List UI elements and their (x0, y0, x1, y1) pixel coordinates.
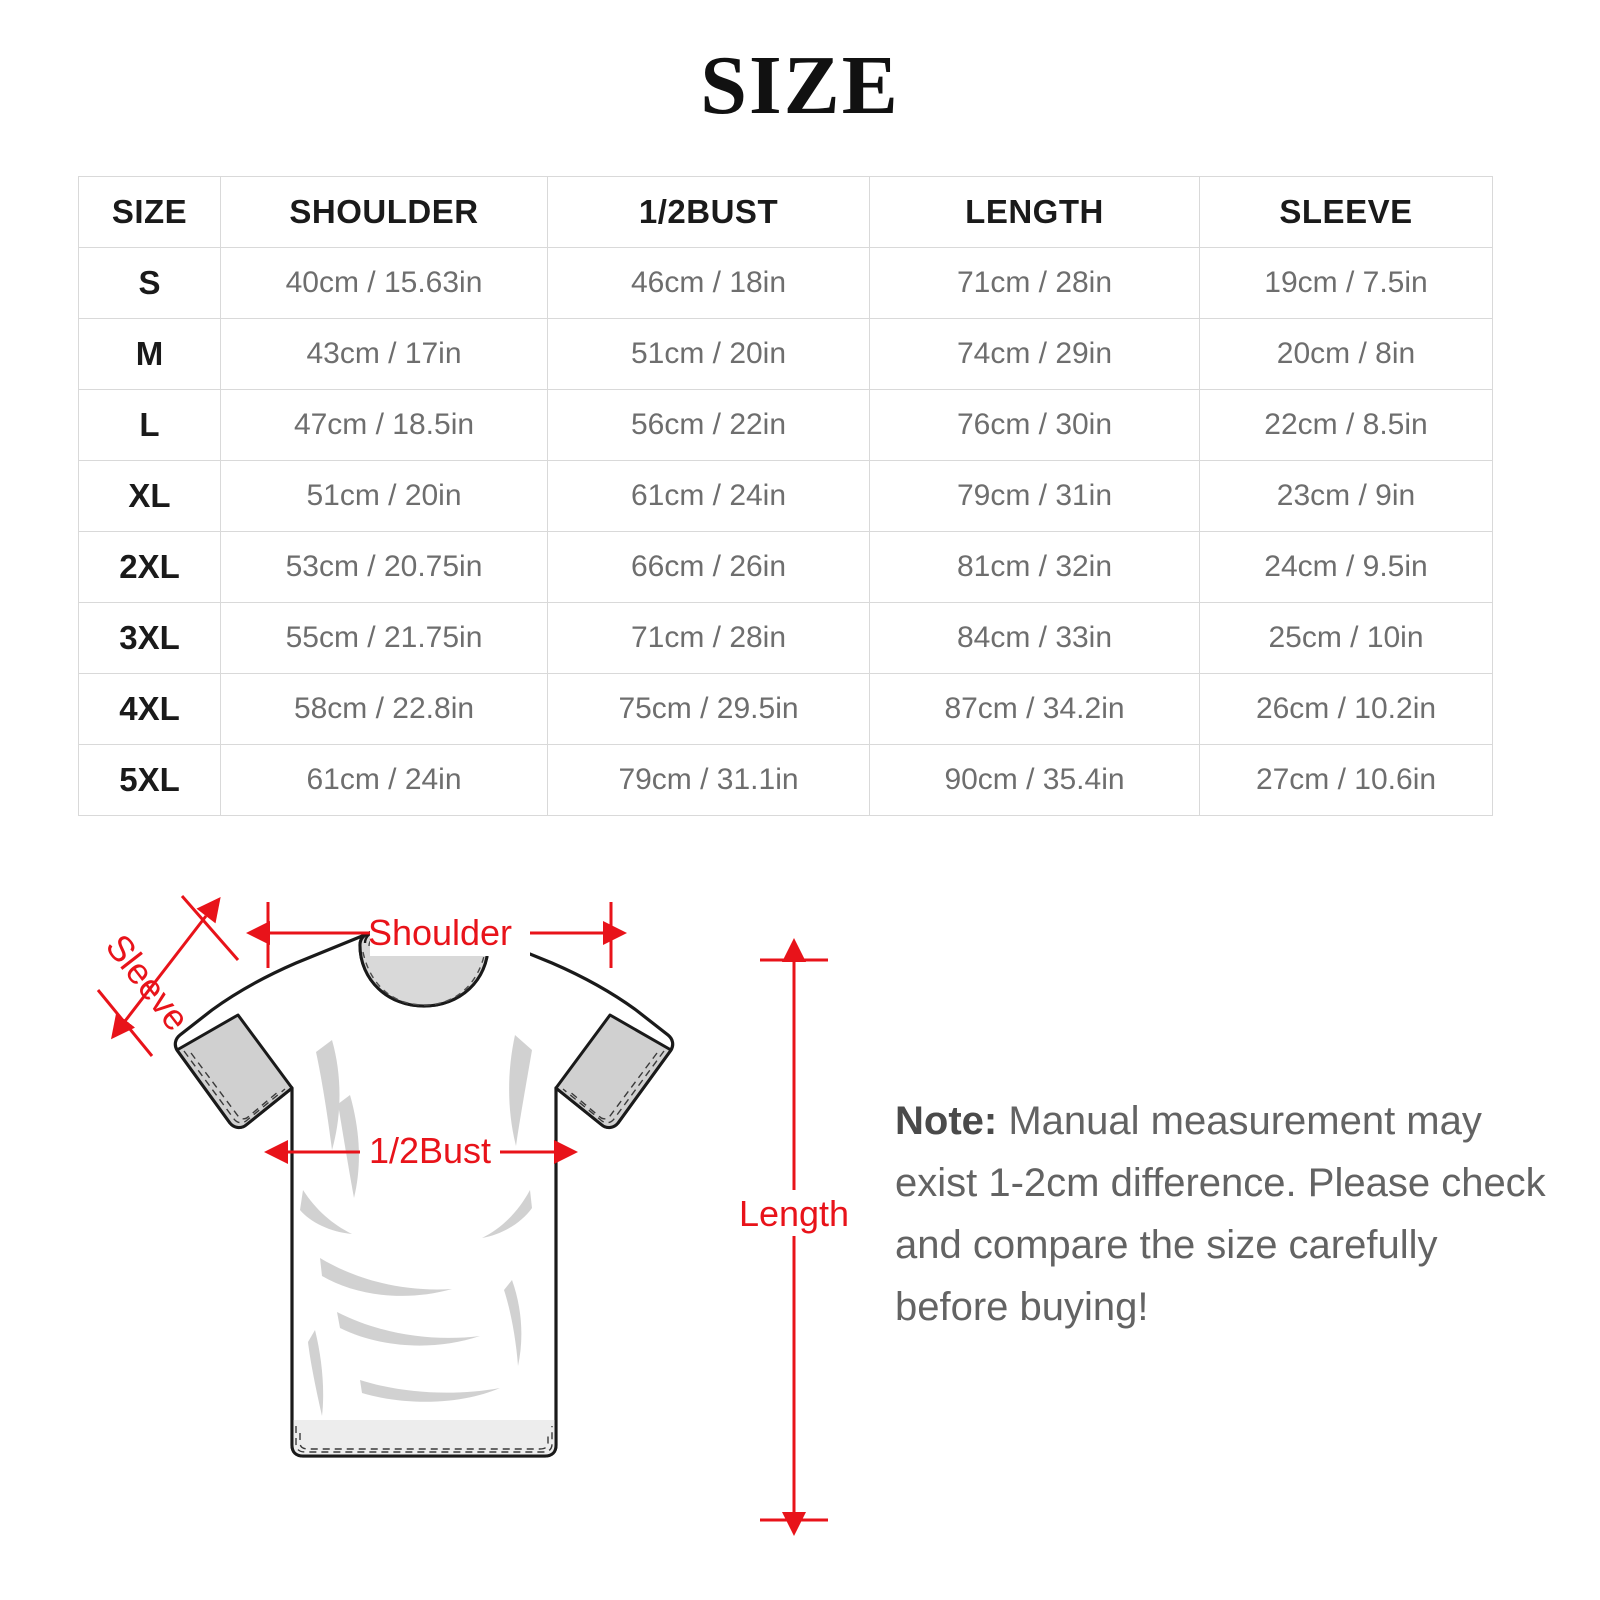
cell-sleeve: 24cm / 9.5in (1200, 532, 1493, 603)
cell-sleeve: 27cm / 10.6in (1200, 745, 1493, 816)
tshirt-illustration (175, 923, 672, 1456)
cell-shoulder: 58cm / 22.8in (221, 674, 548, 745)
label-length: Length (738, 1193, 850, 1234)
table-row (79, 532, 1493, 603)
cell-length: 90cm / 35.4in (870, 745, 1200, 816)
column-header-length: LENGTH (870, 177, 1200, 248)
cell-length: 81cm / 32in (870, 532, 1200, 603)
size-chart-table (78, 176, 1493, 816)
cell-size: 2XL (79, 532, 221, 603)
cell-shoulder: 61cm / 24in (221, 745, 548, 816)
cell-bust: 61cm / 24in (548, 461, 870, 532)
column-header-sleeve: SLEEVE (1200, 177, 1493, 248)
table-row (79, 745, 1493, 816)
note-text: Manual measurement may exist 1-2cm difference. Please check and compare the size carefully before buying! (895, 1099, 1546, 1329)
table-row (79, 674, 1493, 745)
cell-shoulder: 43cm / 17in (221, 319, 548, 390)
label-sleeve: Sleeve (97, 926, 198, 1039)
note-label: Note: (895, 1099, 998, 1143)
cell-length: 79cm / 31in (870, 461, 1200, 532)
cell-length: 76cm / 30in (870, 390, 1200, 461)
cell-bust: 75cm / 29.5in (548, 674, 870, 745)
cell-size: XL (79, 461, 221, 532)
cell-size: L (79, 390, 221, 461)
cell-sleeve: 20cm / 8in (1200, 319, 1493, 390)
column-header-size: SIZE (79, 177, 221, 248)
length-measure-annotation (739, 960, 849, 1520)
label-bust: 1/2Bust (368, 1130, 492, 1171)
column-header-bust: 1/2BUST (548, 177, 870, 248)
cell-bust: 46cm / 18in (548, 248, 870, 319)
cell-sleeve: 23cm / 9in (1200, 461, 1493, 532)
cell-bust: 51cm / 20in (548, 319, 870, 390)
column-header-shoulder: SHOULDER (221, 177, 548, 248)
cell-size: S (79, 248, 221, 319)
cell-length: 71cm / 28in (870, 248, 1200, 319)
cell-bust: 56cm / 22in (548, 390, 870, 461)
table-row (79, 603, 1493, 674)
page-title: SIZE (700, 39, 900, 132)
cell-length: 87cm / 34.2in (870, 674, 1200, 745)
tshirt-measurement-diagram (60, 860, 880, 1560)
cell-sleeve: 26cm / 10.2in (1200, 674, 1493, 745)
cell-shoulder: 40cm / 15.63in (221, 248, 548, 319)
cell-sleeve: 25cm / 10in (1200, 603, 1493, 674)
cell-size: 4XL (79, 674, 221, 745)
table-row (79, 461, 1493, 532)
cell-size: 5XL (79, 745, 221, 816)
measurement-note (895, 1090, 1555, 1338)
label-shoulder: Shoulder (367, 912, 513, 953)
table-header-row (79, 177, 1493, 248)
table-row (79, 390, 1493, 461)
cell-size: M (79, 319, 221, 390)
table-row (79, 319, 1493, 390)
cell-size: 3XL (79, 603, 221, 674)
cell-shoulder: 53cm / 20.75in (221, 532, 548, 603)
cell-bust: 79cm / 31.1in (548, 745, 870, 816)
cell-sleeve: 22cm / 8.5in (1200, 390, 1493, 461)
cell-bust: 71cm / 28in (548, 603, 870, 674)
table-row (79, 248, 1493, 319)
cell-sleeve: 19cm / 7.5in (1200, 248, 1493, 319)
cell-shoulder: 51cm / 20in (221, 461, 548, 532)
cell-bust: 66cm / 26in (548, 532, 870, 603)
cell-length: 74cm / 29in (870, 319, 1200, 390)
cell-length: 84cm / 33in (870, 603, 1200, 674)
cell-shoulder: 55cm / 21.75in (221, 603, 548, 674)
cell-shoulder: 47cm / 18.5in (221, 390, 548, 461)
